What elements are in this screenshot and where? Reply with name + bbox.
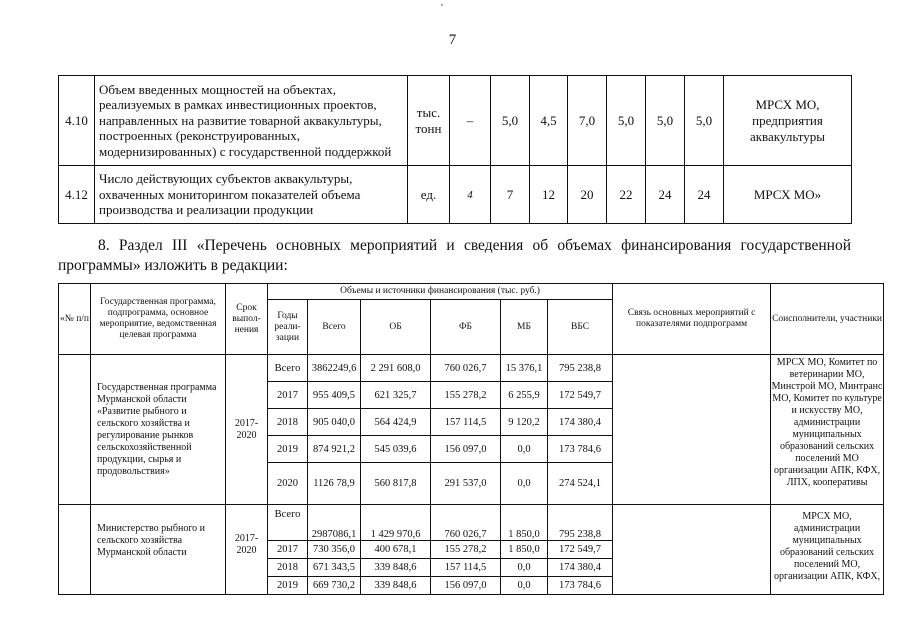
fb-cell: 291 537,0 bbox=[431, 463, 501, 505]
header-participants: Соисполнители, участники bbox=[771, 284, 884, 355]
fb-cell: 155 278,2 bbox=[431, 382, 501, 409]
year-cell: 2019 bbox=[268, 577, 308, 595]
vbs-cell: 174 380,4 bbox=[548, 559, 613, 577]
total-cell: 669 730,2 bbox=[308, 577, 361, 595]
ob-cell: 621 325,7 bbox=[361, 382, 431, 409]
indicator-description: Объем введенных мощностей на объектах, реализуемых в рамках инвестиционных проектов, направленных на развитие товарной аквакультуры, построенных (реконструированных, модернизированных) с государственной поддержкой bbox=[95, 76, 408, 166]
value-cell: 12 bbox=[530, 166, 568, 224]
mb-cell: 1 850,0 bbox=[501, 541, 548, 559]
responsible: МРСХ МО, предприятия аквакультуры bbox=[724, 76, 852, 166]
row-number bbox=[59, 505, 91, 595]
indicators-table bbox=[58, 75, 852, 224]
fb-cell: 760 026,7 bbox=[431, 355, 501, 382]
vbs-cell: 795 238,8 bbox=[548, 355, 613, 382]
ob-cell: 560 817,8 bbox=[361, 463, 431, 505]
header-years: Годы реали-зации bbox=[268, 300, 308, 355]
table-row bbox=[59, 505, 884, 541]
ob-cell: 339 848,6 bbox=[361, 559, 431, 577]
vbs-cell: 274 524,1 bbox=[548, 463, 613, 505]
value-cell: 5,0 bbox=[685, 76, 724, 166]
year-cell: Всего bbox=[268, 355, 308, 382]
ob-cell: 545 039,6 bbox=[361, 436, 431, 463]
value-cell: – bbox=[450, 76, 491, 166]
value-cell: 20 bbox=[568, 166, 607, 224]
indicator-description: Число действующих субъектов аквакультуры, охваченных мониторингом показателей объема производства и реализации продукции bbox=[95, 166, 408, 224]
program-name: Министерство рыбного и сельского хозяйства Мурманской области bbox=[91, 505, 226, 595]
program-name: Государственная программа Мурманской области «Развитие рыбного и сельского хозяйства и регулирование рынков сельскохозяйственной продукции, сырья и продовольствия» bbox=[91, 355, 226, 505]
scan-speck bbox=[441, 4, 443, 6]
year-cell: 2018 bbox=[268, 559, 308, 577]
paragraph-line: 8. Раздел III «Перечень основных мероприятий и сведения об объемах финансирования государственной bbox=[98, 237, 851, 254]
vbs-cell: 795 238,8 bbox=[548, 505, 613, 541]
year-cell: 2017 bbox=[268, 541, 308, 559]
header-fb: ФБ bbox=[431, 300, 501, 355]
total-cell: 3862249,6 bbox=[308, 355, 361, 382]
value-cell: 24 bbox=[646, 166, 685, 224]
participants: МРСХ МО, Комитет по ветеринарии МО, Минстрой МО, Минтранс МО, Комитет по культуре и искусству МО, администрации муниципальных образований сельских поселений МО организации АПК, КФХ, ЛПХ, кооперативы bbox=[771, 355, 884, 505]
total-cell: 671 343,5 bbox=[308, 559, 361, 577]
mb-cell: 0,0 bbox=[501, 436, 548, 463]
total-cell: 874 921,2 bbox=[308, 436, 361, 463]
vbs-cell: 173 784,6 bbox=[548, 436, 613, 463]
ob-cell: 400 678,1 bbox=[361, 541, 431, 559]
header-program: Государственная программа, подпрограмма, основное мероприятие, ведомственная целевая программа bbox=[91, 284, 226, 355]
vbs-cell: 172 549,7 bbox=[548, 541, 613, 559]
participants: МРСХ МО, администрации муниципальных образований сельских поселений МО, организации АПК, КФХ, bbox=[771, 505, 884, 595]
header-row bbox=[59, 284, 884, 300]
ob-cell: 1 429 970,6 bbox=[361, 505, 431, 541]
value-cell: 7,0 bbox=[568, 76, 607, 166]
value-cell: 5,0 bbox=[646, 76, 685, 166]
fb-cell: 156 097,0 bbox=[431, 577, 501, 595]
indicator-row bbox=[59, 166, 852, 224]
header-financing: Объемы и источники финансирования (тыс. руб.) bbox=[268, 284, 613, 300]
value-cell: 24 bbox=[685, 166, 724, 224]
header-vbs: ВБС bbox=[548, 300, 613, 355]
total-cell: 2987086,1 bbox=[308, 505, 361, 541]
fb-cell: 760 026,7 bbox=[431, 505, 501, 541]
row-number bbox=[59, 355, 91, 505]
page-number: 7 bbox=[448, 32, 457, 48]
unit: ед. bbox=[408, 166, 450, 224]
header-ob: ОБ bbox=[361, 300, 431, 355]
value-cell: 5,0 bbox=[491, 76, 530, 166]
term: 2017-2020 bbox=[226, 355, 268, 505]
total-cell: 1126 78,9 bbox=[308, 463, 361, 505]
mb-cell: 0,0 bbox=[501, 463, 548, 505]
vbs-cell: 174 380,4 bbox=[548, 409, 613, 436]
paragraph-line: программы» изложить в редакции: bbox=[58, 257, 288, 274]
table-row bbox=[59, 355, 884, 382]
ob-cell: 2 291 608,0 bbox=[361, 355, 431, 382]
mb-cell: 0,0 bbox=[501, 559, 548, 577]
fb-cell: 155 278,2 bbox=[431, 541, 501, 559]
header-term: Срок выпол-нения bbox=[226, 284, 268, 355]
responsible: МРСХ МО» bbox=[724, 166, 852, 224]
year-cell: 2018 bbox=[268, 409, 308, 436]
finance-table bbox=[58, 283, 884, 595]
header-num: «№ п/п bbox=[59, 284, 91, 355]
ob-cell: 564 424,9 bbox=[361, 409, 431, 436]
mb-cell: 1 850,0 bbox=[501, 505, 548, 541]
vbs-cell: 173 784,6 bbox=[548, 577, 613, 595]
amendment-paragraph bbox=[58, 236, 851, 276]
value-cell: 7 bbox=[491, 166, 530, 224]
year-cell: 2017 bbox=[268, 382, 308, 409]
indicator-link bbox=[613, 355, 771, 505]
indicator-row bbox=[59, 76, 852, 166]
indicator-link bbox=[613, 505, 771, 595]
mb-cell: 9 120,2 bbox=[501, 409, 548, 436]
value-cell: 4 bbox=[450, 166, 491, 224]
year-cell: Всего bbox=[268, 505, 308, 541]
value-cell: 4,5 bbox=[530, 76, 568, 166]
unit: тыс. тонн bbox=[408, 76, 450, 166]
term: 2017-2020 bbox=[226, 505, 268, 595]
mb-cell: 0,0 bbox=[501, 577, 548, 595]
fb-cell: 157 114,5 bbox=[431, 559, 501, 577]
mb-cell: 6 255,9 bbox=[501, 382, 548, 409]
row-number: 4.10 bbox=[59, 76, 95, 166]
total-cell: 730 356,0 bbox=[308, 541, 361, 559]
total-cell: 905 040,0 bbox=[308, 409, 361, 436]
vbs-cell: 172 549,7 bbox=[548, 382, 613, 409]
fb-cell: 156 097,0 bbox=[431, 436, 501, 463]
value-cell: 22 bbox=[607, 166, 646, 224]
header-total: Всего bbox=[308, 300, 361, 355]
header-mb: МБ bbox=[501, 300, 548, 355]
total-cell: 955 409,5 bbox=[308, 382, 361, 409]
mb-cell: 15 376,1 bbox=[501, 355, 548, 382]
header-link: Связь основных мероприятий с показателями подпрограмм bbox=[613, 284, 771, 355]
value-cell: 5,0 bbox=[607, 76, 646, 166]
year-cell: 2019 bbox=[268, 436, 308, 463]
ob-cell: 339 848,6 bbox=[361, 577, 431, 595]
year-cell: 2020 bbox=[268, 463, 308, 505]
fb-cell: 157 114,5 bbox=[431, 409, 501, 436]
row-number: 4.12 bbox=[59, 166, 95, 224]
